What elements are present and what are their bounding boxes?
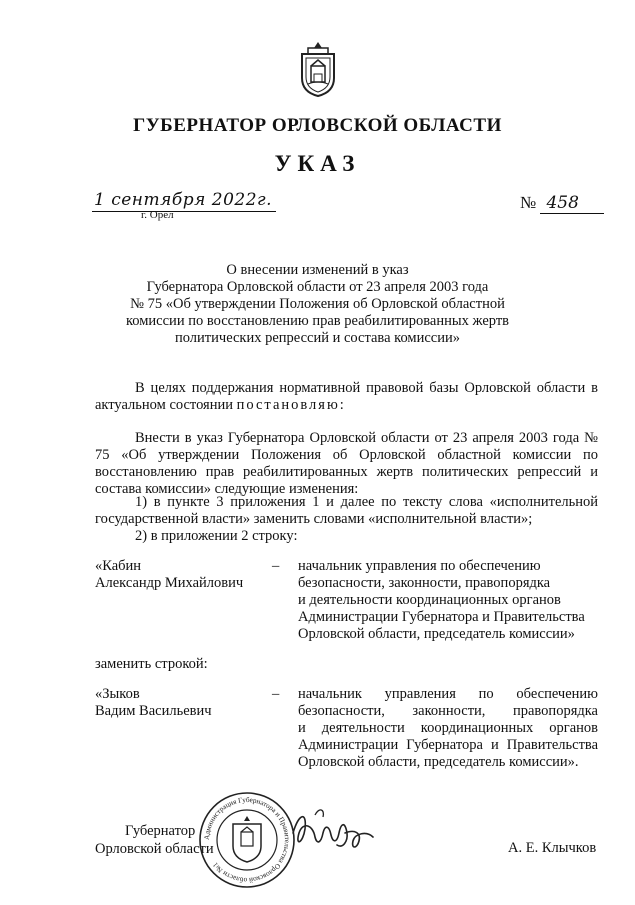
item-1-paragraph: 1) в пункте 3 приложения 1 и далее по тексту слова «исполнительной государственной власти» заменить словами «исполнительной власти»; [95, 494, 598, 527]
official-seal-icon [197, 790, 297, 890]
old-entry-dash: – [272, 558, 280, 574]
signatory-name: А. Е. Клычков [508, 840, 597, 856]
subject-line: комиссии по восстановлению прав реабилитированных жертв [125, 313, 510, 329]
subject-line: О внесении изменений в указ [226, 262, 409, 278]
old-entry-name [95, 558, 243, 592]
document-subject [0, 262, 635, 347]
role-line: Администрации Губернатора и Правительства [298, 609, 585, 625]
role-line: и деятельности координационных органов [298, 720, 598, 736]
signatory-position [95, 822, 214, 858]
subject-line: № 75 «Об утверждении Положения об Орловской областной [130, 296, 505, 312]
role-line: начальник управления по обеспечению [298, 686, 598, 702]
document-date: 1 сентября 2022г. [92, 190, 276, 212]
item-2-paragraph: 2) в приложении 2 строку: [135, 528, 298, 544]
number-label: № [520, 193, 537, 212]
role-line: начальник управления по обеспечению [298, 558, 541, 574]
role-line: и деятельности координационных органов [298, 592, 561, 608]
subject-line: политических репрессий и состава комиссии» [174, 330, 460, 346]
position-line-2: Орловской области [95, 841, 214, 857]
replace-label: заменить строкой: [95, 656, 208, 672]
old-entry-role [298, 558, 598, 643]
preamble-paragraph [95, 380, 598, 414]
subject-line: Губернатора Орловской области от 23 апреля 2003 года [146, 279, 489, 295]
document-type: УКАЗ [274, 151, 361, 176]
position-line-1: Губернатор [125, 823, 196, 839]
svg-text:Администрация Губернатора и Пр [203, 796, 291, 884]
new-entry-given-names: Вадим Васильевич [95, 703, 212, 719]
old-entry-surname: «Кабин [95, 558, 142, 574]
decree-word: постановляю: [236, 397, 346, 413]
role-line: Администрации Губернатора и Правительства [298, 737, 598, 753]
main-paragraph: Внести в указ Губернатора Орловской области от 23 апреля 2003 года № 75 «Об утверждении Положения об Орловской областной комиссии по восстановлению прав реабилитированных жертв политических репрессий и состава комиссии» следующие изменения: [95, 430, 598, 497]
issuing-authority: ГУБЕРНАТОР ОРЛОВСКОЙ ОБЛАСТИ [133, 115, 502, 136]
document-city: г. Орёл [141, 209, 174, 221]
role-line: безопасности, законности, правопорядка [298, 575, 551, 591]
role-line: Орловской области, председатель комиссии». [298, 754, 579, 770]
role-line: безопасности, законности, правопорядка [298, 703, 598, 719]
document-number-block [520, 193, 604, 214]
document-number: 458 [540, 193, 604, 214]
preamble-text: В целях поддержания нормативной правовой базы Орловской области в актуальном состоянии [95, 380, 598, 413]
new-entry-surname: «Зыков [95, 686, 140, 702]
seal-text: Администрация Губернатора и Правительства Орловской области №1 [202, 795, 292, 885]
new-entry-role [298, 686, 598, 771]
coat-of-arms-icon [296, 40, 340, 98]
new-entry-name [95, 686, 212, 720]
handwritten-signature-icon [285, 803, 380, 868]
new-entry-dash: – [272, 686, 280, 702]
old-entry-given-names: Александр Михайлович [95, 575, 244, 591]
role-line: Орловской области, председатель комиссии» [298, 626, 575, 642]
